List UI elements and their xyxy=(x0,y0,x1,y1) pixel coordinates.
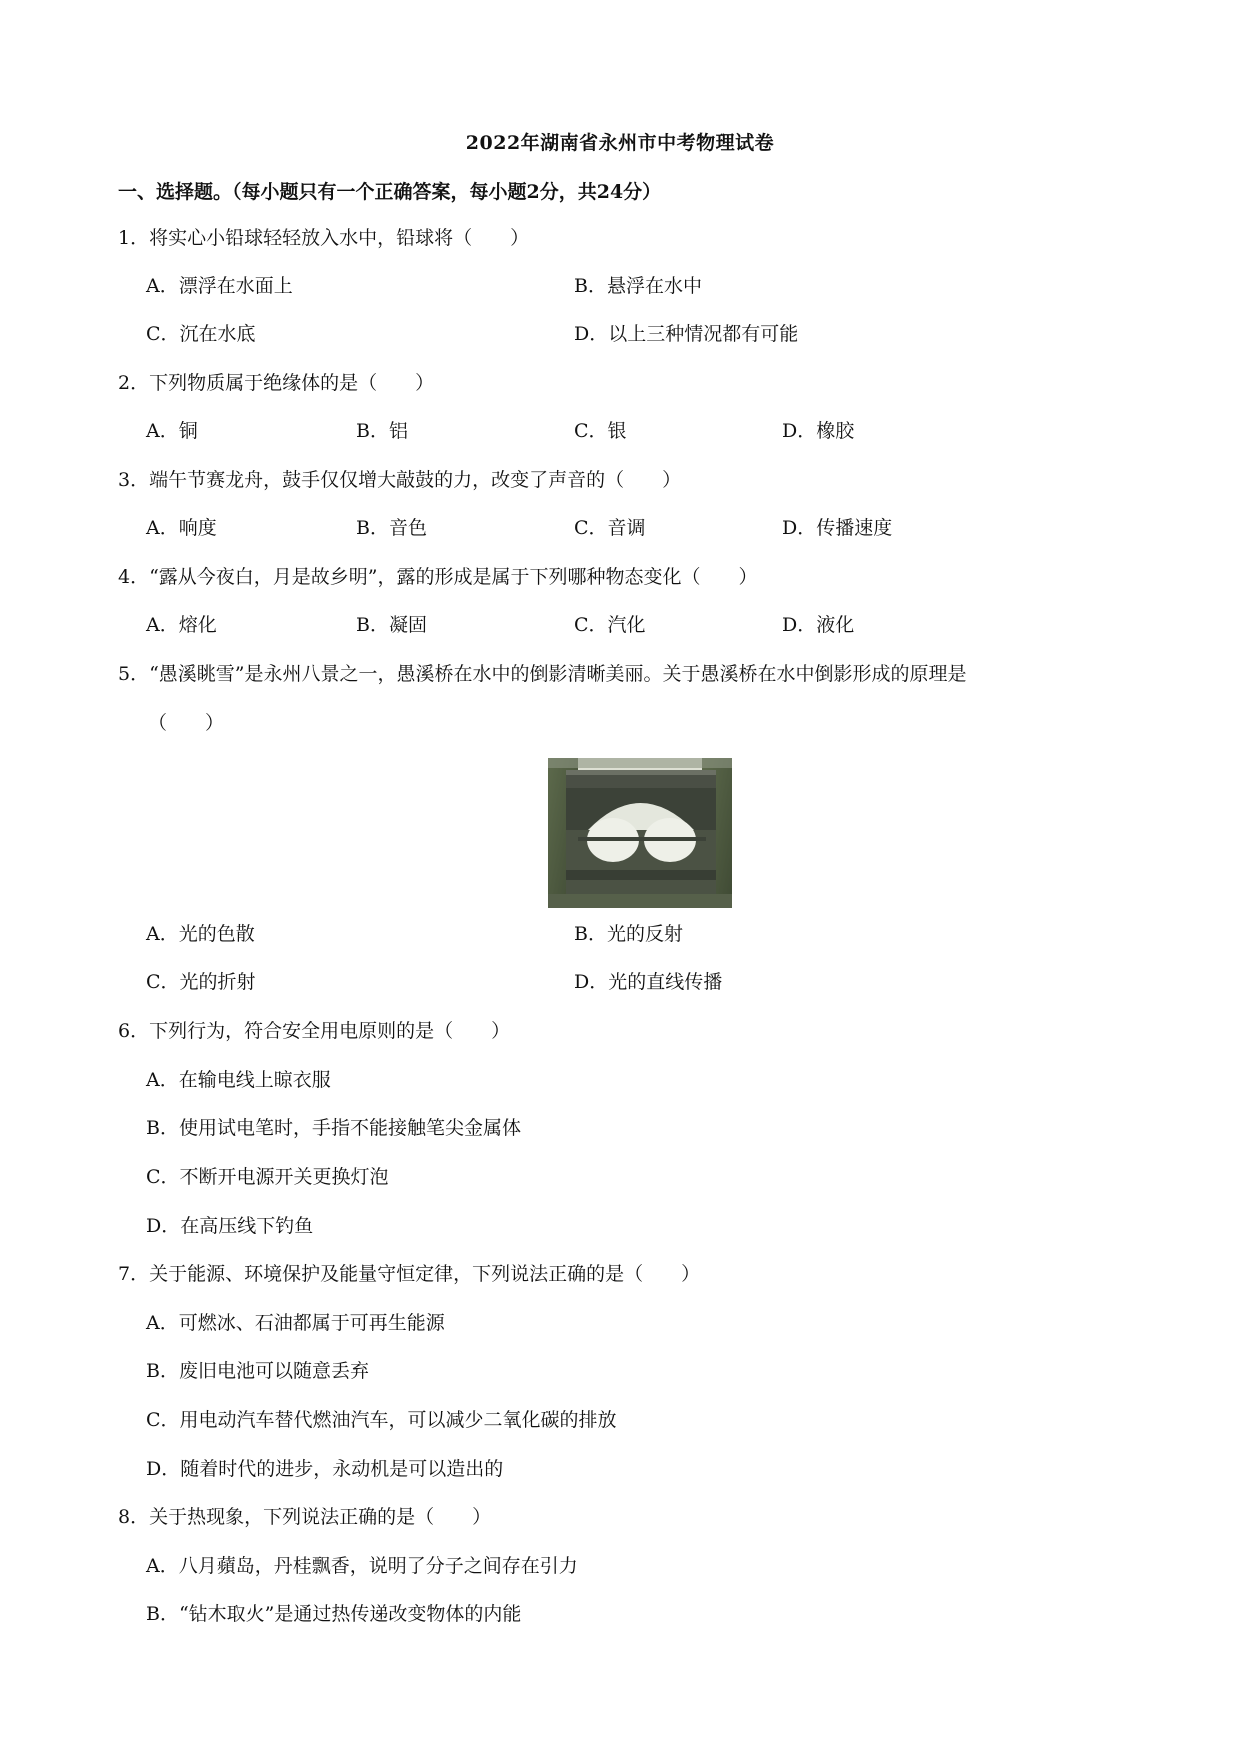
q5-option-b: B．光的反射 xyxy=(574,923,683,945)
question-7-stem: 7．关于能源、环境保护及能量守恒定律，下列说法正确的是（ ） xyxy=(118,1263,701,1285)
question-3-stem: 3．端午节赛龙舟，鼓手仅仅增大敲鼓的力，改变了声音的（ ） xyxy=(118,469,682,491)
question-5-stem-continued: （ ） xyxy=(148,712,225,734)
q4-option-d: D．液化 xyxy=(782,614,855,636)
q2-option-a: A．铜 xyxy=(146,420,198,442)
q7-option-c: C．用电动汽车替代燃油汽车，可以减少二氧化碳的排放 xyxy=(146,1409,617,1431)
question-5-stem: 5．“愚溪眺雪”是永州八景之一，愚溪桥在水中的倒影清晰美丽。关于愚溪桥在水中倒影形成的原理是 xyxy=(118,663,967,685)
q6-option-c: C．不断开电源开关更换灯泡 xyxy=(146,1166,389,1188)
question-2-stem: 2．下列物质属于绝缘体的是（ ） xyxy=(118,372,435,394)
question-8-stem: 8．关于热现象，下列说法正确的是（ ） xyxy=(118,1506,492,1528)
q2-option-c: C．银 xyxy=(574,420,627,442)
question-4-stem: 4．“露从今夜白，月是故乡明”，露的形成是属于下列哪种物态变化（ ） xyxy=(118,566,758,588)
q2-option-b: B．铝 xyxy=(356,420,408,442)
exam-title: 2022年湖南省永州市中考物理试卷 xyxy=(465,132,775,154)
q1-option-b: B．悬浮在水中 xyxy=(574,275,702,297)
question-1-stem: 1．将实心小铅球轻轻放入水中，铅球将（ ） xyxy=(118,227,530,249)
q1-option-d: D．以上三种情况都有可能 xyxy=(574,323,799,345)
bridge-reflection-photo xyxy=(548,758,732,908)
q7-option-b: B．废旧电池可以随意丢弃 xyxy=(146,1360,369,1382)
q3-option-d: D．传播速度 xyxy=(782,517,893,539)
q3-option-b: B．音色 xyxy=(356,517,427,539)
q4-option-a: A．熔化 xyxy=(146,614,217,636)
q8-option-a: A．八月蘋岛，丹桂飘香，说明了分子之间存在引力 xyxy=(146,1555,578,1577)
q5-option-d: D．光的直线传播 xyxy=(574,971,723,993)
q6-option-b: B．使用试电笔时，手指不能接触笔尖金属体 xyxy=(146,1117,521,1139)
q1-option-c: C．沉在水底 xyxy=(146,323,256,345)
q7-option-a: A．可燃冰、石油都属于可再生能源 xyxy=(146,1312,445,1334)
q8-option-b: B．“钻木取火”是通过热传递改变物体的内能 xyxy=(146,1603,522,1625)
q6-option-a: A．在输电线上晾衣服 xyxy=(146,1069,331,1091)
q3-option-a: A．响度 xyxy=(146,517,217,539)
q1-option-a: A．漂浮在水面上 xyxy=(146,275,293,297)
q6-option-d: D．在高压线下钓鱼 xyxy=(146,1215,314,1237)
q5-option-a: A．光的色散 xyxy=(146,923,255,945)
section-heading: 一、选择题。（每小题只有一个正确答案，每小题2分，共24分） xyxy=(118,181,662,203)
q4-option-c: C．汽化 xyxy=(574,614,646,636)
q7-option-d: D．随着时代的进步，永动机是可以造出的 xyxy=(146,1458,504,1480)
question-6-stem: 6．下列行为，符合安全用电原则的是（ ） xyxy=(118,1020,511,1042)
q3-option-c: C．音调 xyxy=(574,517,646,539)
q2-option-d: D．橡胶 xyxy=(782,420,855,442)
q4-option-b: B．凝固 xyxy=(356,614,427,636)
q5-option-c: C．光的折射 xyxy=(146,971,256,993)
